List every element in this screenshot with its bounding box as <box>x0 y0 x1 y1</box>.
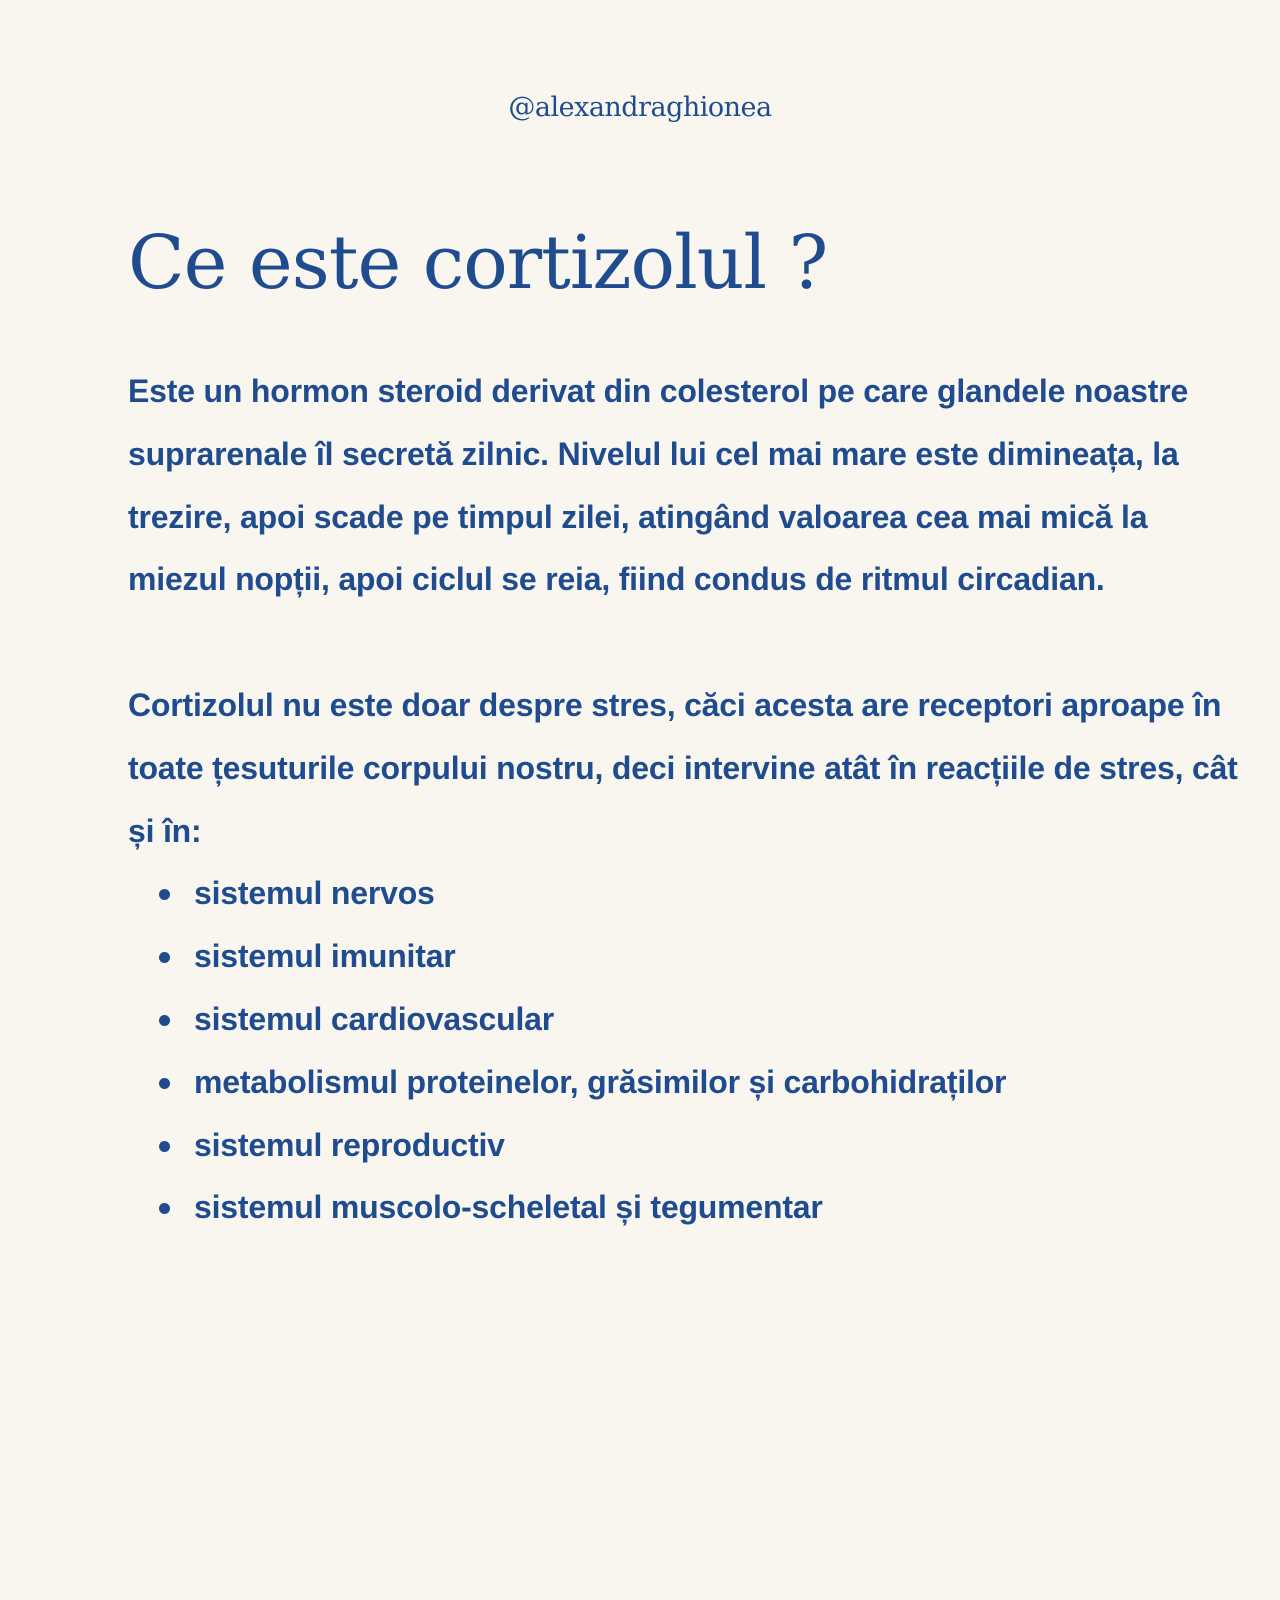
bullet-dot-icon <box>159 952 170 963</box>
author-handle: @alexandraghionea <box>508 92 772 123</box>
bullet-dot-icon <box>159 889 170 900</box>
list-item <box>128 925 1238 988</box>
list-item <box>128 988 1238 1051</box>
list-item-label: sistemul imunitar <box>194 938 456 975</box>
list-item <box>128 1176 1238 1239</box>
list-item <box>128 1114 1238 1177</box>
bullet-dot-icon <box>159 1203 170 1214</box>
article-body <box>128 360 1238 1239</box>
bullet-dot-icon <box>159 1078 170 1089</box>
intro-paragraph: Este un hormon steroid derivat din colesterol pe care glandele noastre suprarenale îl secretă zilnic. Nivelul lui cel mai mare este dimineața, la trezire, apoi scade pe timpul zilei, atingând valoarea cea mai mică la miezul nopții, apoi ciclul se reia, fiind condus de ritmul circadian. <box>128 373 1189 598</box>
list-item-label: sistemul reproductiv <box>194 1126 505 1163</box>
receptors-paragraph: Cortizolul nu este doar despre stres, căci acesta are receptori aproape în toate țesuturile corpului nostru, deci intervine atât în reacțiile de stres, cât și în: <box>128 686 1238 849</box>
bullet-dot-icon <box>159 1015 170 1026</box>
list-item <box>128 862 1238 925</box>
list-item-label: sistemul nervos <box>194 875 435 912</box>
list-item-label: sistemul muscolo-scheletal și tegumentar <box>194 1189 823 1226</box>
systems-list <box>128 862 1238 1239</box>
bullet-dot-icon <box>159 1141 170 1152</box>
list-item <box>128 1051 1238 1114</box>
list-item-label: sistemul cardiovascular <box>194 1000 555 1037</box>
list-item-label: metabolismul proteinelor, grăsimilor și carbohidraților <box>194 1063 1007 1100</box>
page-title: Ce este cortizolul ? <box>128 220 828 306</box>
